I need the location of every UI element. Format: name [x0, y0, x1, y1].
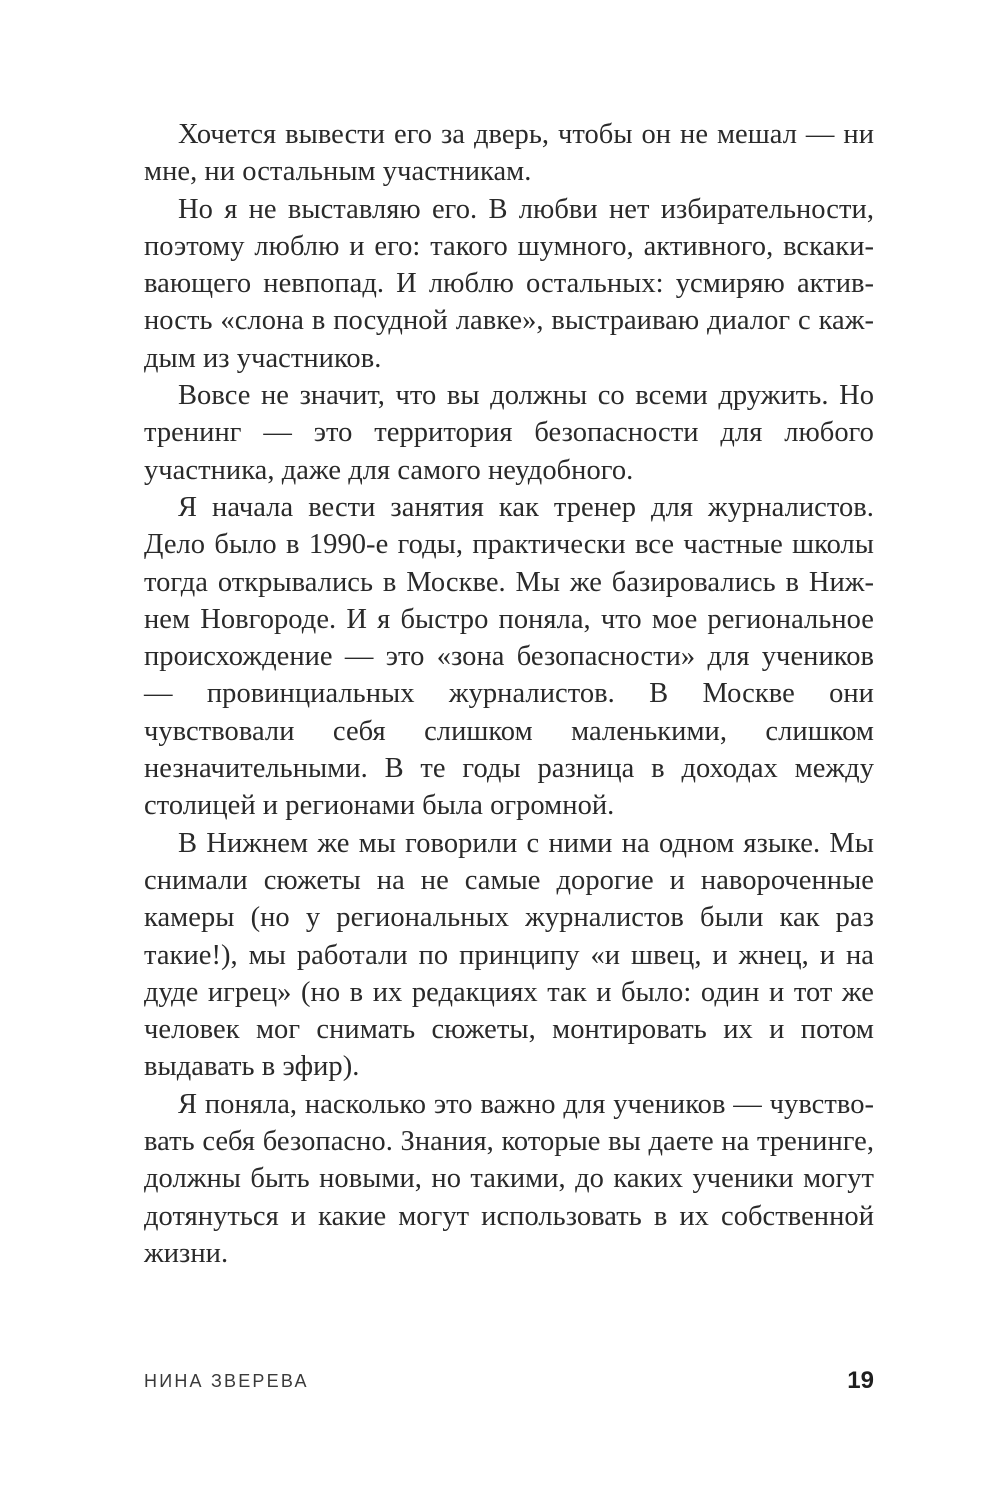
running-footer-author: НИНА ЗВЕРЕВА [144, 1371, 309, 1391]
paragraph: Я начала вести занятия как тренер для журналистов. Дело было в 1990-е годы, практически все частные школы тогда открывались в Москве. Мы же базировались в Нижнем Новгороде. И я быстро поняла, что мое региональное происхождение — это «зона безопасности» для учеников — провинциальных журналистов. В Москве они чувствовали себя слишком маленькими, слишком незначительными. В те годы разница в доходах между столицей и регионами была огромной. [144, 491, 874, 822]
paragraph: Вовсе не значит, что вы должны со всеми дружить. Но тренинг — это территория безопасности для любого участника, даже для самого неудобного. [144, 380, 874, 486]
page-footer [144, 1367, 874, 1397]
paragraph: Я поняла, насколько это важно для учеников — чувствовать себя безопасно. Знания, которые вы даете на тренинге, должны быть новыми, но такими, до каких ученики могут дотянуться и какие могут использовать в их собственной жизни. [144, 1088, 874, 1269]
page-body [144, 116, 874, 1272]
page-number: 19 [847, 1367, 874, 1394]
paragraph: Хочется вывести его за дверь, чтобы он не мешал — ни мне, ни остальным участникам. [144, 119, 874, 188]
paragraph: Но я не выставляю его. В любви нет избирательности, поэтому люблю и его: такого шумного, активного, вскакивающего невпопад. И люблю остальных: усмиряю активность «слона в посудной лавке», выстраиваю диалог с каждым из участников. [144, 193, 874, 374]
paragraph: В Нижнем же мы говорили с ними на одном языке. Мы снимали сюжеты на не самые дорогие и навороченные камеры (но у региональных журналистов были как раз такие!), мы работали по принципу «и швец, и жнец, и на дуде игрец» (но в их редакциях так и было: один и тот же человек мог снимать сюжеты, монтировать их и потом выдавать в эфир). [144, 827, 874, 1083]
